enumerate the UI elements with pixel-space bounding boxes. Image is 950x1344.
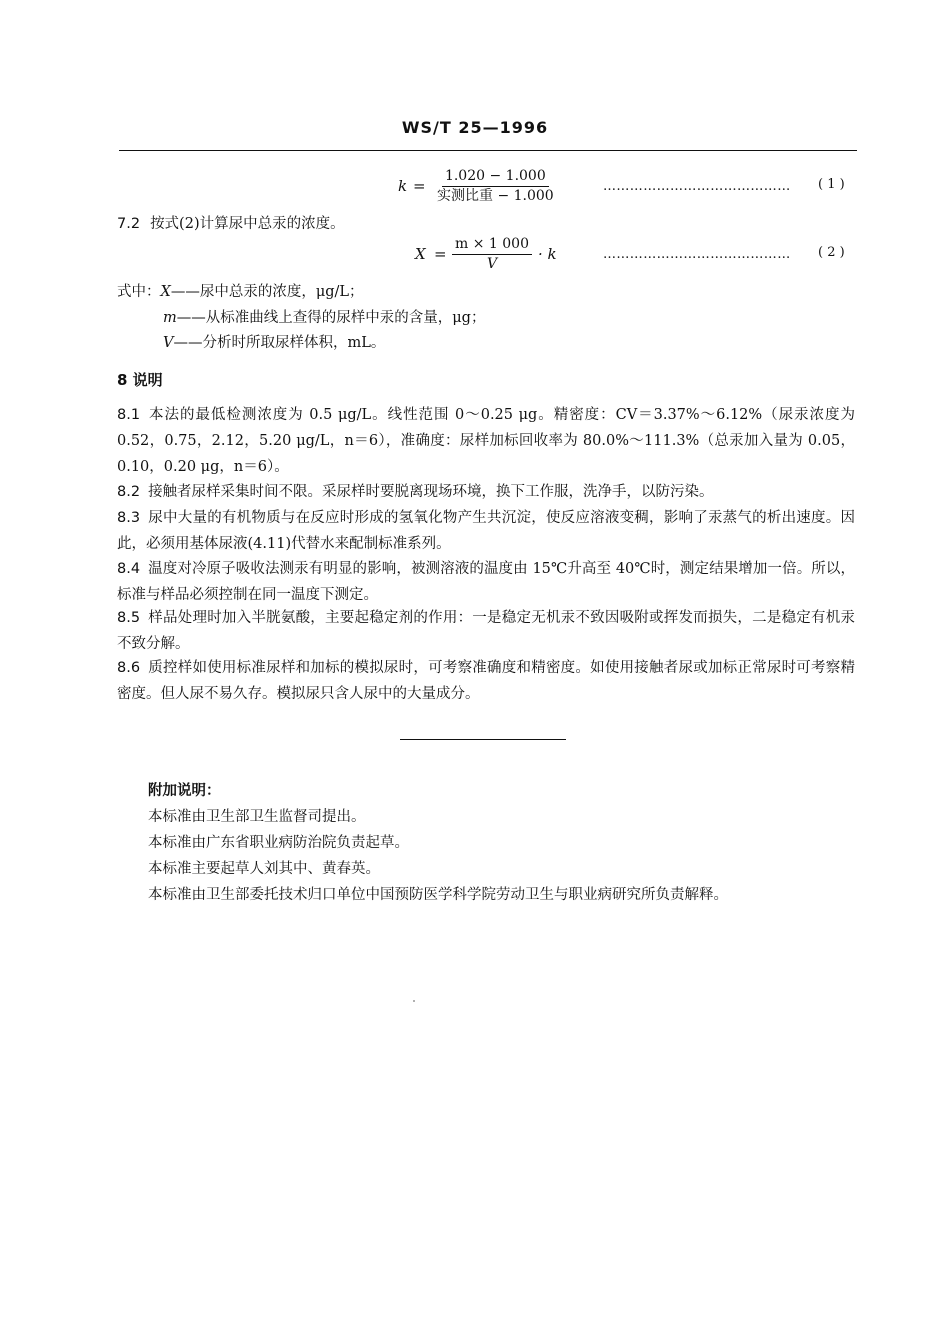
eq2-leader-dots: …………………………………… [603, 247, 791, 262]
standard-number: WS/T 25—1996 [401, 118, 549, 137]
where-description: ——分析时所取尿样体积，mL。 [173, 335, 386, 351]
note-line: 本标准主要起草人刘其中、黄春英。 [148, 861, 380, 877]
header-rule [119, 150, 857, 151]
paragraph-8-2 [117, 479, 855, 505]
equation-2 [0, 236, 950, 276]
where-description: ——从标准曲线上查得的尿样中汞的含量，μg； [176, 310, 486, 326]
eq1-fraction [434, 168, 557, 205]
where-intro: 式中： [117, 284, 161, 300]
eq2-equals: = [434, 245, 447, 263]
where-symbol: V [163, 335, 174, 351]
end-rule [400, 739, 566, 740]
paragraph-8-5 [117, 605, 855, 657]
paragraph-number: 8.6 [117, 660, 141, 676]
where-symbol: m [163, 310, 177, 326]
paragraph-8-4 [117, 556, 855, 608]
where-line-3 [163, 331, 385, 352]
paragraph-8-1 [117, 402, 855, 480]
where-symbol: X [160, 284, 171, 300]
equation-1 [0, 168, 950, 208]
paragraph-number: 8.4 [117, 561, 141, 577]
paragraph-text: 样品处理时加入半胱氨酸，主要起稳定剂的作用：一是稳定无机汞不致因吸附或挥发而损失，二是稳定有机汞不致分解。 [117, 610, 855, 652]
eq1-equals: = [413, 177, 426, 195]
eq2-fraction [452, 236, 532, 273]
paragraph-8-3 [117, 505, 855, 557]
section-7-2-number: 7.2 [117, 216, 141, 232]
paragraph-8-6 [117, 655, 855, 707]
paragraph-text: 接触者尿样采集时间不限。采尿样时要脱离现场环境，换下工作服，洗净手，以防污染。 [148, 484, 714, 500]
paragraph-number: 8.5 [117, 610, 141, 626]
note-line: 本标准由卫生部卫生监督司提出。 [148, 809, 366, 825]
eq2-lhs: X [415, 245, 426, 263]
where-line-1 [117, 280, 364, 301]
section-7-2 [117, 212, 345, 233]
note-line: 本标准由广东省职业病防治院负责起草。 [148, 835, 409, 851]
note-line: 本标准由卫生部委托技术归口单位中国预防医学科学院劳动卫生与职业病研究所负责解释。 [148, 887, 728, 903]
eq2-denominator: V [486, 256, 498, 272]
paragraph-text: 本法的最低检测浓度为 0.5 μg/L。线性范围 0～0.25 μg。精密度：CV＝3.37%～6.12%（尿汞浓度为 0.52，0.75，2.12，5.20 μg/L，n＝6），准确度：尿样加标回收率为 80.0%～111.3%（总汞加入量为 0.05，0.10，0.20 μg，n＝6）。 [117, 407, 855, 475]
eq1-denominator: 实测比重 − 1.000 [437, 188, 554, 204]
paragraph-text: 尿中大量的有机物质与在反应时形成的氢氧化物产生共沉淀，使反应溶液变稠，影响了汞蒸气的析出速度。因此，必须用基体尿液(4.11)代替水来配制标准系列。 [117, 510, 855, 552]
paragraph-number: 8.2 [117, 484, 141, 500]
eq2-tail: · k [538, 245, 557, 263]
eq1-lhs: k [398, 177, 408, 195]
notes-title: 附加说明： [148, 783, 221, 799]
where-line-2 [163, 306, 485, 327]
paragraph-text: 质控样如使用标准尿样和加标的模拟尿时，可考察准确度和精密度。如使用接触者尿或加标正常尿时可考察精密度。但人尿不易久存。模拟尿只含人尿中的大量成分。 [117, 660, 855, 702]
paragraph-number: 8.3 [117, 510, 141, 526]
where-description: ——尿中总汞的浓度，μg/L； [170, 284, 364, 300]
eq2-number: ( 2 ) [818, 245, 845, 260]
eq1-leader-dots: …………………………………… [603, 179, 791, 194]
eq1-number: ( 1 ) [818, 177, 845, 192]
section-7-2-text: 按式(2)计算尿中总汞的浓度。 [150, 216, 345, 232]
section-8-heading: 8 说明 [117, 371, 163, 389]
eq1-numerator: 1.020 − 1.000 [442, 168, 549, 187]
paragraph-text: 温度对冷原子吸收法测汞有明显的影响，被测溶液的温度由 15℃升高至 40℃时，测定结果增加一倍。所以，标准与样品必须控制在同一温度下测定。 [117, 561, 855, 603]
eq2-numerator: m × 1 000 [452, 236, 532, 255]
scan-speck [413, 1000, 415, 1002]
paragraph-number: 8.1 [117, 407, 141, 423]
